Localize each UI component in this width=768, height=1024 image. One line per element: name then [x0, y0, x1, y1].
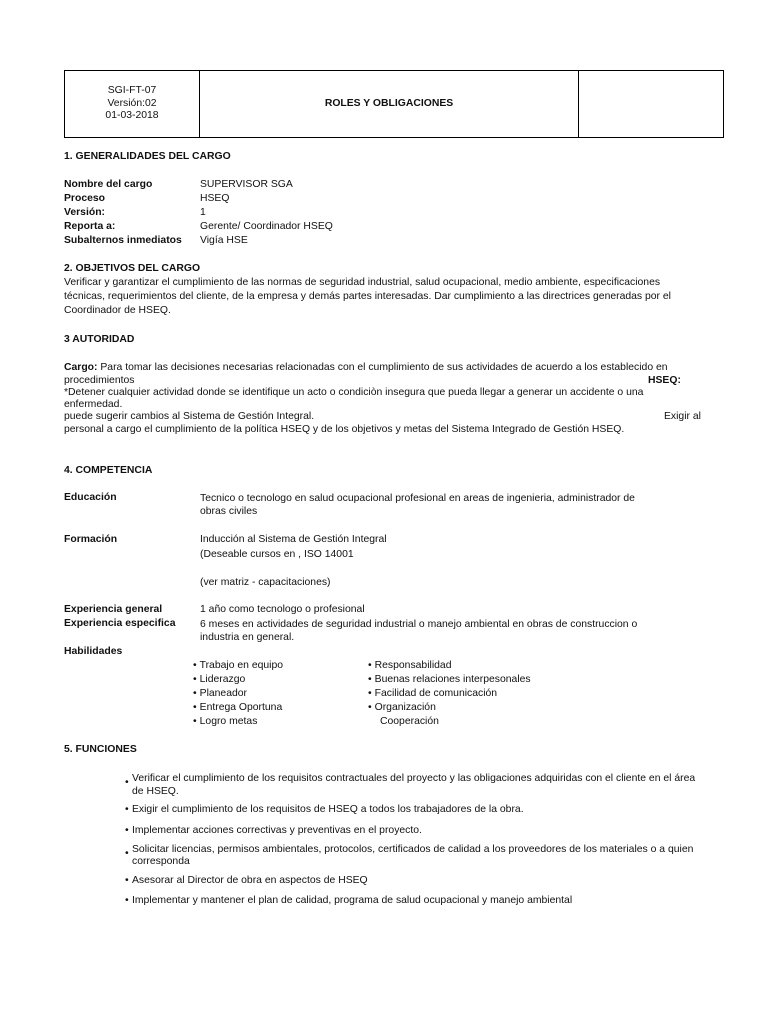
- document-version: Versión:02: [107, 97, 157, 109]
- skill-item: • Liderazgo: [193, 673, 245, 687]
- formacion-label: Formación: [64, 534, 118, 545]
- authority-text: Para tomar las decisiones necesarias relacionadas con el cumplimiento de sus actividades de acuerdo a los establecido en: [97, 362, 668, 373]
- section-1-heading: 1. GENERALIDADES DEL CARGO: [64, 151, 231, 162]
- hseq-label: HSEQ:: [648, 375, 681, 386]
- bullet: •: [125, 777, 129, 788]
- field-value: HSEQ: [200, 193, 230, 204]
- field-label: Reporta a:: [64, 221, 116, 232]
- field-label: Proceso: [64, 193, 106, 204]
- cargo-label: Cargo:: [64, 362, 98, 373]
- skill-item: • Logro metas: [193, 715, 257, 729]
- objectives-line: Verificar y garantizar el cumplimiento de las normas de seguridad industrial, salud ocupacional, medio ambiente, especificaciones: [64, 277, 661, 288]
- function-item: • Implementar acciones correctivas y preventivas en el proyecto.: [125, 825, 422, 836]
- formacion-value: (ver matriz - capacitaciones): [200, 577, 331, 588]
- authority-line: personal a cargo el cumplimiento de la política HSEQ y de los objetivos y metas del Sistema Integrado de Gestión HSEQ.: [64, 424, 625, 435]
- formacion-value: (Deseable cursos en , ISO 14001: [200, 549, 354, 560]
- skill-item: • Entrega Oportuna: [193, 701, 282, 715]
- document-code-cell: [65, 71, 200, 137]
- skill-item: • Facilidad de comunicación: [368, 687, 497, 701]
- authority-line: enfermedad.: [64, 399, 123, 410]
- field-value: Gerente/ Coordinador HSEQ: [200, 221, 333, 232]
- skill-item: • Buenas relaciones interpesonales: [368, 673, 531, 687]
- field-value: 1: [200, 207, 206, 218]
- bullet: •: [125, 895, 129, 906]
- skill-item: • Responsabilidad: [368, 659, 451, 673]
- function-item: • Verificar el cumplimiento de los requisitos contractuales del proyecto y las obligaciones adquiridas con el cliente en el área de HSEQ.: [125, 773, 696, 797]
- exp-general-value: 1 año como tecnologo o profesional: [200, 604, 365, 615]
- skill-item: • Planeador: [193, 687, 247, 701]
- function-item: • Implementar y mantener el plan de calidad, programa de salud ocupacional y manejo ambiental: [125, 895, 573, 906]
- bullet: •: [125, 848, 129, 859]
- skill-item: Cooperación: [380, 716, 439, 727]
- section-3-heading: 3 AUTORIDAD: [64, 334, 135, 345]
- educacion-label: Educación: [64, 492, 117, 503]
- authority-line-end: Exigir al: [664, 411, 701, 422]
- educacion-value: obras civiles: [200, 506, 258, 517]
- document-title-cell: [200, 71, 579, 137]
- function-item: • Asesorar al Director de obra en aspectos de HSEQ: [125, 875, 368, 886]
- section-2-heading: 2. OBJETIVOS DEL CARGO: [64, 263, 201, 274]
- authority-line: [64, 361, 704, 375]
- skill-item: • Trabajo en equipo: [193, 659, 283, 673]
- section-4-heading: 4. COMPETENCIA: [64, 465, 153, 476]
- document-header: [64, 70, 724, 138]
- field-value: Vigía HSE: [200, 235, 248, 246]
- objectives-line: técnicas, requerimientos del cliente, de la empresa y demás partes interesadas. Dar cumplimiento a las directrices generadas por el: [64, 291, 671, 302]
- section-5-heading: 5. FUNCIONES: [64, 744, 137, 755]
- educacion-value: Tecnico o tecnologo en salud ocupacional profesional en areas de ingenieria, administrador de: [200, 493, 635, 504]
- authority-line: puede sugerir cambios al Sistema de Gestión Integral.: [64, 411, 315, 422]
- exp-especifica-value: 6 meses en actividades de seguridad industrial o manejo ambiental en obras de construccion o: [200, 619, 638, 630]
- function-item: • Exigir el cumplimiento de los requisitos de HSEQ a todos los trabajadores de la obra.: [125, 804, 524, 815]
- document-code: SGI-FT-07: [107, 85, 157, 97]
- bullet: •: [125, 875, 129, 886]
- field-value: SUPERVISOR SGA: [200, 179, 293, 190]
- field-label: Subalternos inmediatos: [64, 235, 182, 246]
- formacion-value: Inducción al Sistema de Gestión Integral: [200, 534, 387, 545]
- exp-general-label: Experiencia general: [64, 604, 163, 615]
- exp-especifica-label: Experiencia especifica: [64, 618, 176, 629]
- authority-line: *Detener cualquier actividad donde se identifique un acto o condiciòn insegura que pueda llegar a generar un accidente o una: [64, 387, 644, 398]
- skill-item: • Organización: [368, 701, 436, 715]
- habilidades-label: Habilidades: [64, 646, 123, 657]
- field-label: Versión:: [64, 207, 105, 218]
- field-label: Nombre del cargo: [64, 179, 153, 190]
- authority-line: procedimientos: [64, 375, 135, 386]
- bullet: •: [125, 825, 129, 836]
- objectives-line: Coordinador de HSEQ.: [64, 305, 171, 316]
- document-date: 01-03-2018: [105, 110, 159, 122]
- exp-especifica-value: industria en general.: [200, 632, 295, 643]
- function-item: • Solicitar licencias, permisos ambientales, protocolos, certificados de calidad a los proveedores de los materiales o a quien corresponda: [125, 844, 694, 867]
- document-title: ROLES Y OBLIGACIONES: [324, 98, 454, 110]
- bullet: •: [125, 804, 129, 815]
